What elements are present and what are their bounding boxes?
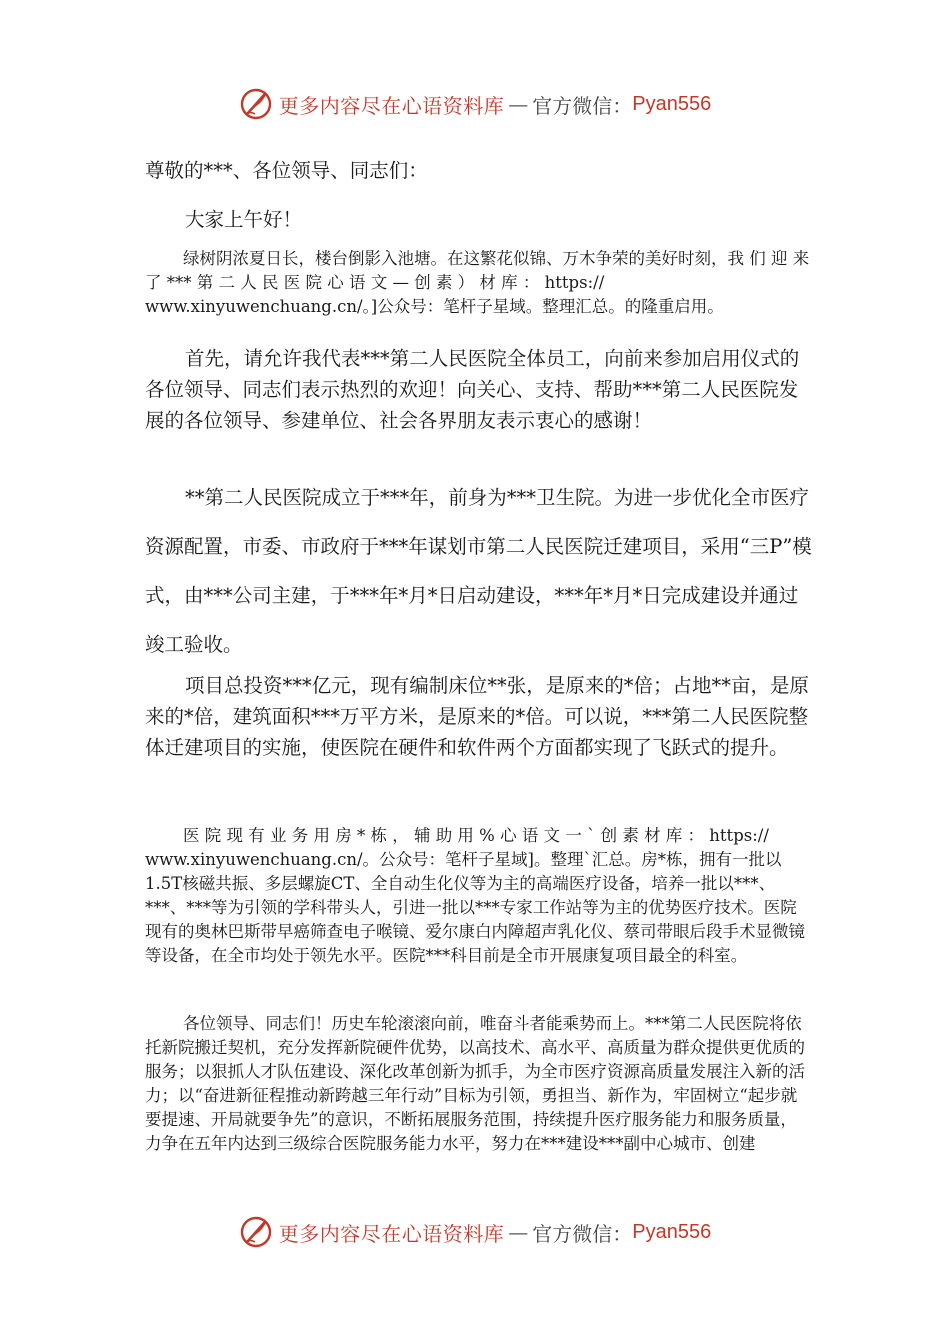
paragraph-1: 绿树阴浓夏日长，楼台倒影入池塘。在这繁花似锦、万木争荣的美好时刻，我 们 迎 来 了 *** 第 二 人 民 医 院 心 语 文 — 创 素 ） 材 库 ： https:// www.xinyuwenchuang.cn/。]公众号：笔杆子星域。整理汇总。的隆重启用。 [145,249,810,316]
banner-wechat-id: Pyan556 [632,1220,712,1243]
paragraph-5: 医 院 现 有 业 务 用 房 * 栋 ， 辅 助 用 % 心 语 文 一 ` 创 素 材 库 ： https:// www.xinyuwenchuang.cn/。公众号：笔杆子星域]。整理`汇总。房*栋，拥有一批以1.5T核磁共振、多层螺旋CT、全自动生化仪等为主的高端医疗设备，培养一批以***、***、***等为引领的学科带头人，引进一批以***专家工作站等为主的优势医疗技术。医院现有的奥林巴斯带早癌筛查电子喉镜、爱尔康白内障超声乳化仪、蔡司带眼后段手术显微镜等设备，在全市均处于领先水平。医院***科目前是全市开展康复项目最全的科室。 [145,826,805,965]
quill-logo-icon [239,1215,273,1249]
header-banner [0,84,950,124]
banner-wechat-label: 官方微信： [532,1221,633,1246]
salutation: 尊敬的***、各位领导、同志们： [145,159,428,182]
footer-banner [0,1212,950,1252]
paragraph-4: 项目总投资***亿元，现有编制床位**张，是原来的*倍；占地**亩，是原来的*倍，建筑面积***万平方米，是原来的*倍。可以说，***第二人民医院整体迁建项目的实施，使医院在硬件和软件两个方面都实现了飞跃式的提升。 [145,674,810,759]
paragraph-6: 各位领导、同志们！历史车轮滚滚向前，唯奋斗者能乘势而上。***第二人民医院将依托新院搬迁契机，充分发挥新院硬件优势，以高技术、高水平、高质量为群众提供更优质的服务；以狠抓人才队伍建设、深化改革创新为抓手，为全市医疗资源高质量发展注入新的活力；以“奋进新征程推动新跨越三年行动”目标为引领，勇担当、新作为，牢固树立“起步就要提速、开局就要争先”的意识，不断拓展服务范围，持续提升医疗服务能力和服务质量，力争在五年内达到三级综合医院服务能力水平，努力在***建设***副中心城市、创建 [145,1014,805,1153]
banner-wechat-label: 官方微信： [532,93,633,118]
greeting: 大家上午好！ [185,208,303,231]
banner-text: 更多内容尽在心语资料库 [278,1221,505,1246]
banner-wechat-id: Pyan556 [632,92,712,115]
banner-text: 更多内容尽在心语资料库 [278,93,505,118]
banner-separator: — [508,92,529,116]
paragraph-2: 首先，请允许我代表***第二人民医院全体员工，向前来参加启用仪式的各位领导、同志们表示热烈的欢迎！向关心、支持、帮助***第二人民医院发展的各位领导、参建单位、社会各界朋友表示衷心的感谢！ [145,347,800,432]
paragraph-3: **第二人民医院成立于***年，前身为***卫生院。为进一步优化全市医疗资源配置，市委、市政府于***年谋划市第二人民医院迁建项目，采用“三P”模式，由***公司主建，于***年*月*日启动建设，***年*月*日完成建设并通过竣工验收。 [145,486,812,656]
banner-separator: — [508,1220,529,1244]
quill-logo-icon [239,87,273,121]
